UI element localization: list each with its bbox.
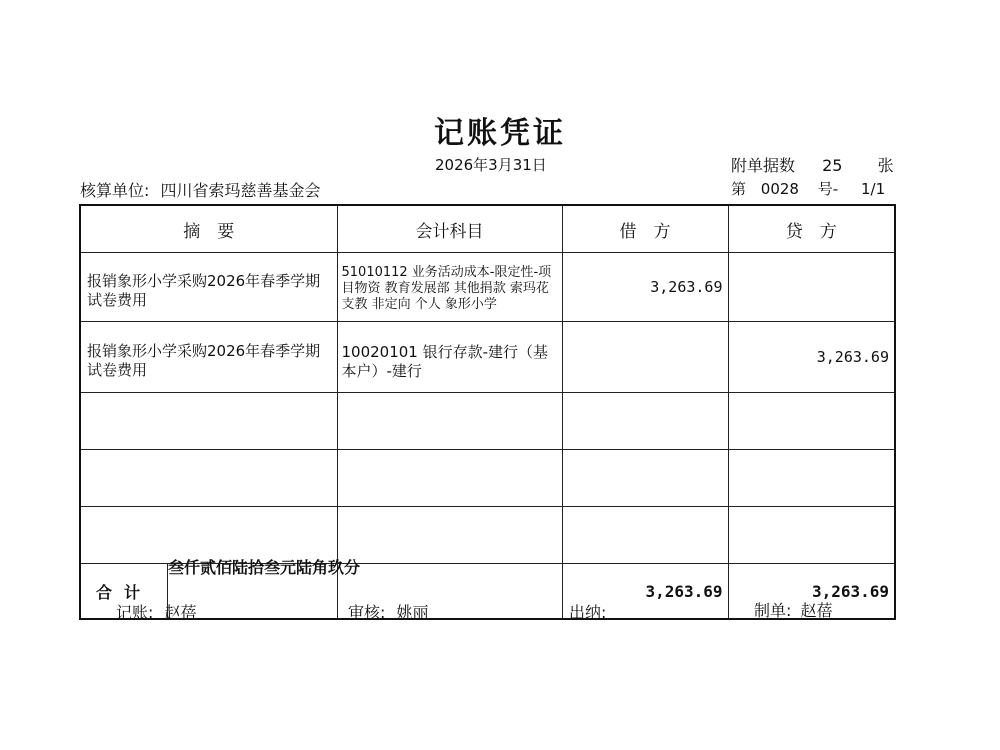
attachments-count: 25 [822,156,843,175]
entry-summary: 报销象形小学采购2026年春季学期试卷费用 [80,322,337,393]
empty-cell [337,393,562,450]
voucher-date: 2026年3月31日 [435,156,547,174]
entry-credit: 3,263.69 [728,322,895,393]
accounting-unit-value: 四川省索玛慈善基金会 [160,181,321,200]
voucher-number-prefix: 第 [731,180,747,198]
accounting-unit-label: 核算单位: [80,181,150,200]
empty-cell [728,507,895,564]
entry-account: 10020101 银行存款-建行（基本户）-建行 [337,322,562,393]
empty-cell [562,507,728,564]
table-row-empty [80,393,895,450]
voucher-number-value: 0028 [760,180,799,198]
total-words: 叁仟贰佰陆拾叁元陆角玖分 [168,558,361,577]
cashier [569,600,606,623]
empty-cell [728,393,895,450]
empty-cell [80,393,337,450]
empty-cell [728,450,895,507]
total-label: 合计 [81,564,168,618]
attachments-label: 附单据数 [731,156,796,175]
reviewer-name: 姚丽 [396,603,429,622]
table-row [80,253,895,322]
reviewer-label: 审核: [348,603,386,622]
entry-debit [562,322,728,393]
cashier-label: 出纳: [569,603,607,622]
header-credit: 贷 方 [728,205,895,253]
entry-debit: 3,263.69 [562,253,728,322]
bookkeeper [116,600,197,623]
table-row [80,322,895,393]
empty-cell [562,450,728,507]
table-row-empty [80,450,895,507]
voucher-page: 1/1 [860,180,886,198]
empty-cell [80,450,337,507]
entry-account: 51010112 业务活动成本-限定性-项目物资 教育发展部 其他捐款 索玛花支教 非定向 个人 象形小学 [337,253,562,322]
attachments-unit: 张 [877,156,894,175]
header-account: 会计科目 [337,205,562,253]
entry-credit [728,253,895,322]
voucher-number-suffix: 号- [817,180,839,198]
voucher-number [731,178,885,199]
header-debit: 借 方 [562,205,728,253]
preparer-name: 赵蓓 [800,601,833,620]
total-credit: 3,263.69 [728,564,895,620]
preparer [754,598,833,621]
attachments-info [731,153,894,176]
total-debit: 3,263.69 [562,564,728,620]
bookkeeper-label: 记账: [116,603,154,622]
entry-summary: 报销象形小学采购2026年春季学期试卷费用 [80,253,337,322]
preparer-label: 制单: [754,601,792,620]
empty-cell [337,507,562,564]
header-summary: 摘 要 [80,205,337,253]
empty-cell [562,393,728,450]
reviewer [348,600,429,623]
accounting-unit [80,178,321,201]
header-row [80,205,895,253]
voucher-title: 记账凭证 [434,116,566,151]
empty-cell [337,450,562,507]
bookkeeper-name: 赵蓓 [164,603,197,622]
